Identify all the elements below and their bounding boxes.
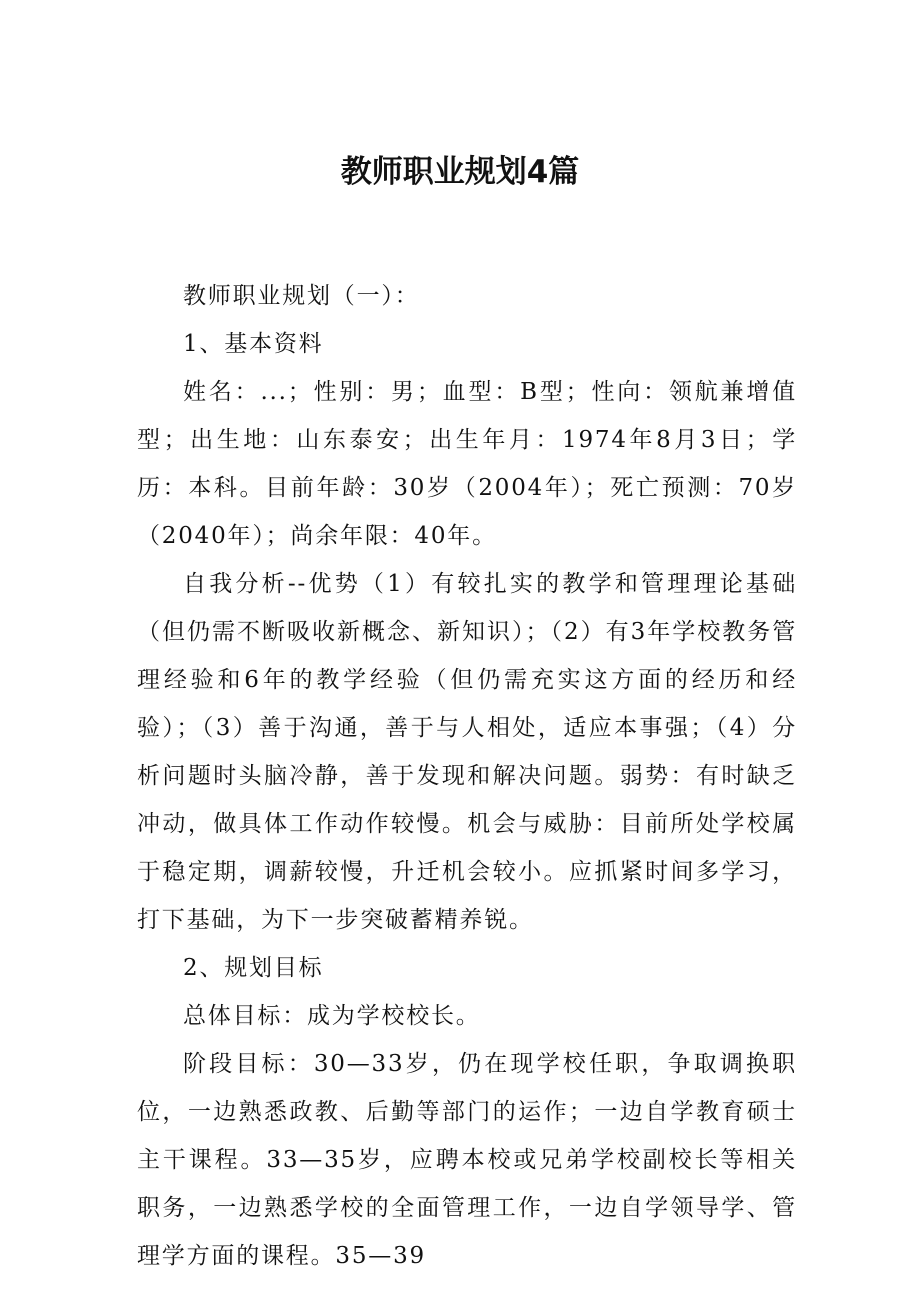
document-title: 教师职业规划4篇	[340, 154, 580, 190]
document-body	[137, 272, 797, 1280]
paragraph-basic-info: 姓名：...；性别：男；血型：B型；性向：领航兼增值型；出生地：山东泰安；出生年月：1974年8月3日；学历：本科。目前年龄：30岁（2004年）；死亡预测：70岁（2040年）；尚余年限：40年。	[137, 379, 797, 549]
section-heading-plan-one: 教师职业规划（一）：	[183, 283, 420, 309]
paragraph-stage-goals: 阶段目标：30—33岁，仍在现学校任职，争取调换职位，一边熟悉政教、后勤等部门的运作；一边自学教育硕士主干课程。33—35岁，应聘本校或兄弟学校副校长等相关职务，一边熟悉学校的全面管理工作，一边自学领导学、管理学方面的课程。35—39	[137, 1051, 797, 1269]
subheading-plan-goals: 2、规划目标	[183, 955, 324, 981]
subheading-basic-info: 1、基本资料	[183, 331, 324, 357]
paragraph-overall-goal: 总体目标：成为学校校长。	[183, 1003, 481, 1029]
paragraph-self-analysis: 自我分析--优势（1）有较扎实的教学和管理理论基础（但仍需不断吸收新概念、新知识）；（2）有3年学校教务管理经验和6年的教学经验（但仍需充实这方面的经历和经验）；（3）善于沟通，善于与人相处，适应本事强；（4）分析问题时头脑冷静，善于发现和解决问题。弱势：有时缺乏冲动，做具体工作动作较慢。机会与威胁：目前所处学校属于稳定期，调薪较慢，升迁机会较小。应抓紧时间多学习，打下基础，为下一步突破蓄精养锐。	[137, 571, 797, 933]
